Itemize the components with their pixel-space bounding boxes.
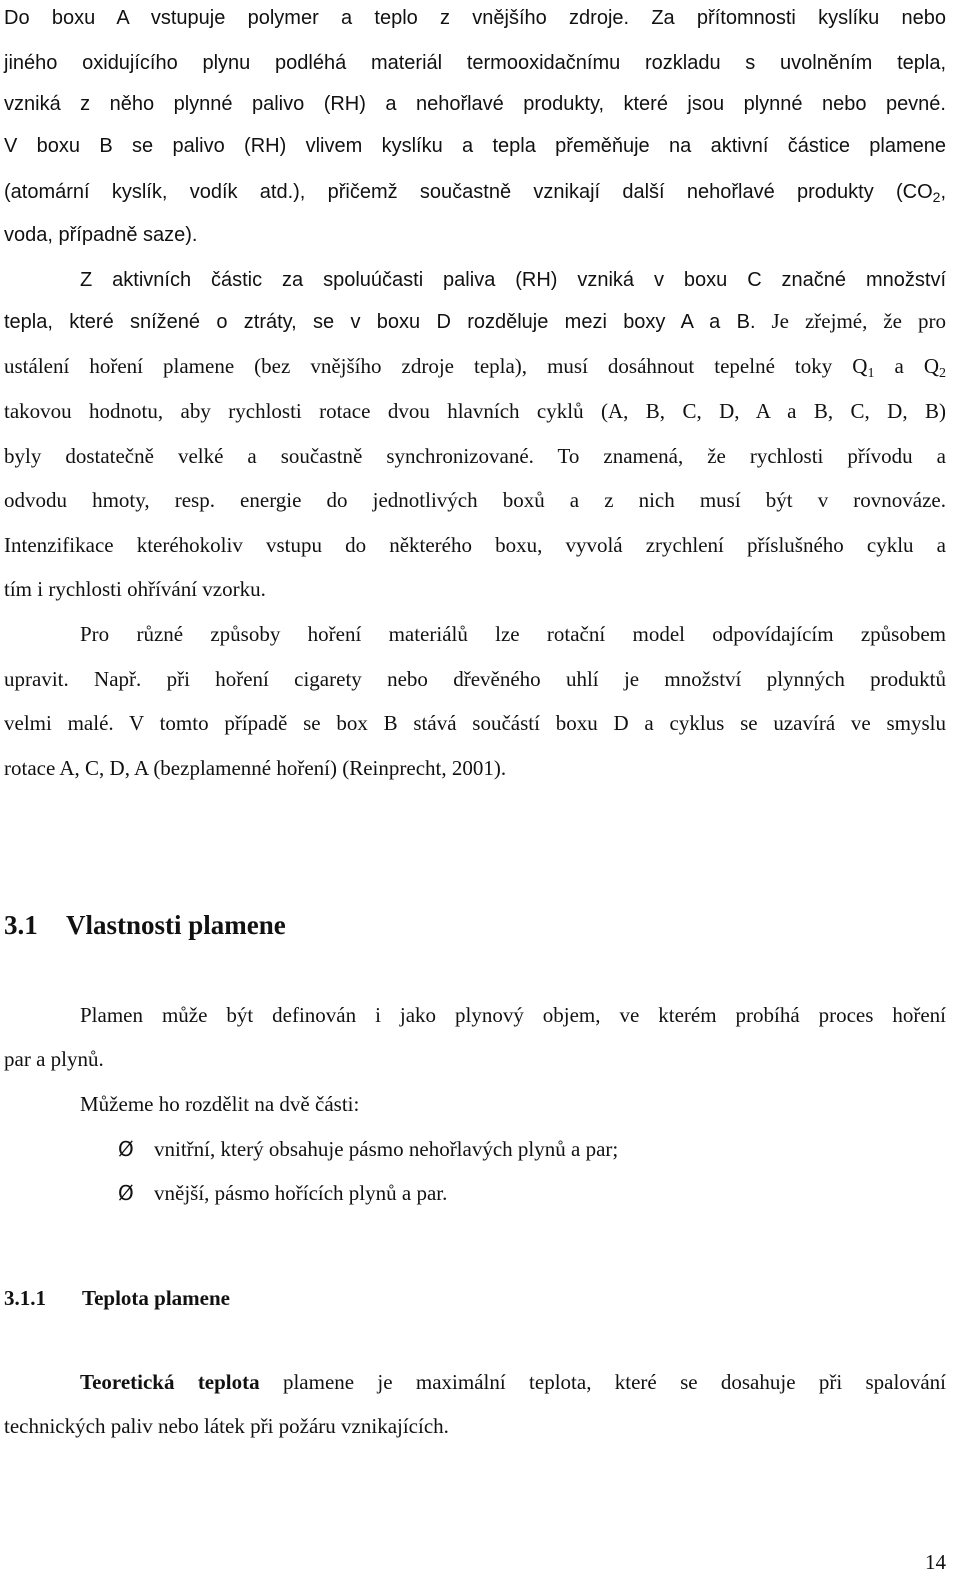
defined-term: Teoretická teplota: [80, 1370, 260, 1394]
subsection-heading: [4, 1286, 230, 1311]
subsection-number: 3.1.1: [4, 1286, 46, 1310]
paragraph-line: Pro různé způsoby hoření materiálů lze rotační model odpovídajícím způsobem: [80, 622, 946, 646]
paragraph-line: (atomární kyslík, vodík atd.), přičemž součastně vznikají další nehořlavé produkty ($CO_2$,: [4, 181, 946, 205]
page-number: 14: [925, 1550, 946, 1574]
subsection-title: Teplota plamene: [82, 1286, 230, 1310]
paragraph-line: Z aktivních částic za spoluúčasti paliva (RH) vzniká v boxu C značné množství: [80, 269, 946, 291]
paragraph-line: tím i rychlosti ohřívání vzorku.: [4, 577, 266, 601]
paragraph-line: Můžeme ho rozdělit na dvě části:: [80, 1092, 360, 1116]
paragraph-line: velmi malé. V tomto případě se box B stává součástí boxu D a cyklus se uzavírá ve smyslu: [4, 711, 946, 735]
bullet-arrow-icon: Ø: [118, 1181, 134, 1205]
paragraph-line: V boxu B se palivo (RH) vlivem kyslíku a tepla přeměňuje na aktivní částice plamene: [4, 135, 946, 157]
paragraph-line: byly dostatečně velké a součastně synchronizované. To znamená, že rychlosti přívodu a: [4, 444, 946, 468]
paragraph-line: technických paliv nebo látek při požáru vznikajících.: [4, 1414, 449, 1438]
section-number: 3.1: [4, 910, 38, 940]
paragraph-line: takovou hodnotu, aby rychlosti rotace dvou hlavních cyklů (A, B, C, D, A a B, C, D, B): [4, 399, 946, 423]
paragraph-line: upravit. Např. při hoření cigarety nebo dřevěného uhlí je množství plynných produktů: [4, 667, 946, 691]
section-heading: [4, 910, 286, 941]
section-title: Vlastnosti plamene: [66, 910, 286, 940]
paragraph-line: rotace A, C, D, A (bezplamenné hoření) (Reinprecht, 2001).: [4, 756, 507, 780]
paragraph-line: Intenzifikace kteréhokoliv vstupu do některého boxu, vyvolá zrychlení příslušného cyklu a: [4, 533, 946, 557]
paragraph-line: tepla, které snížené o ztráty, se v boxu D rozděluje mezi boxy A a B. Je zřejmé, že pro: [4, 309, 946, 333]
paragraph-line: jiného oxidujícího plynu podléhá materiál termooxidačnímu rozkladu s uvolněním tepla,: [4, 52, 946, 74]
paragraph-line: Teoretická teplota plamene je maximální teplota, které se dosahuje při spalování: [80, 1370, 946, 1394]
list-item: Ø vnější, pásmo hořících plynů a par.: [118, 1178, 447, 1208]
paragraph-line: par a plynů.: [4, 1047, 104, 1071]
paragraph-line: Plamen může být definován i jako plynový objem, ve kterém probíhá proces hoření: [80, 1003, 946, 1027]
bullet-arrow-icon: Ø: [118, 1137, 134, 1161]
list-item: Ø vnitřní, který obsahuje pásmo nehořlavých plynů a par;: [118, 1134, 618, 1164]
paragraph-line: voda, případně saze).: [4, 224, 198, 246]
paragraph-line: odvodu hmoty, resp. energie do jednotlivých boxů a z nich musí být v rovnováze.: [4, 488, 946, 512]
paragraph-line: vzniká z něho plynné palivo (RH) a nehořlavé produkty, které jsou plynné nebo pevné.: [4, 93, 946, 115]
paragraph-line: Do boxu A vstupuje polymer a teplo z vnějšího zdroje. Za přítomnosti kyslíku nebo: [4, 7, 946, 29]
paragraph-line: ustálení hoření plamene (bez vnějšího zdroje tepla), musí dosáhnout tepelné toky $Q_1$ a $Q_2$: [4, 354, 946, 381]
